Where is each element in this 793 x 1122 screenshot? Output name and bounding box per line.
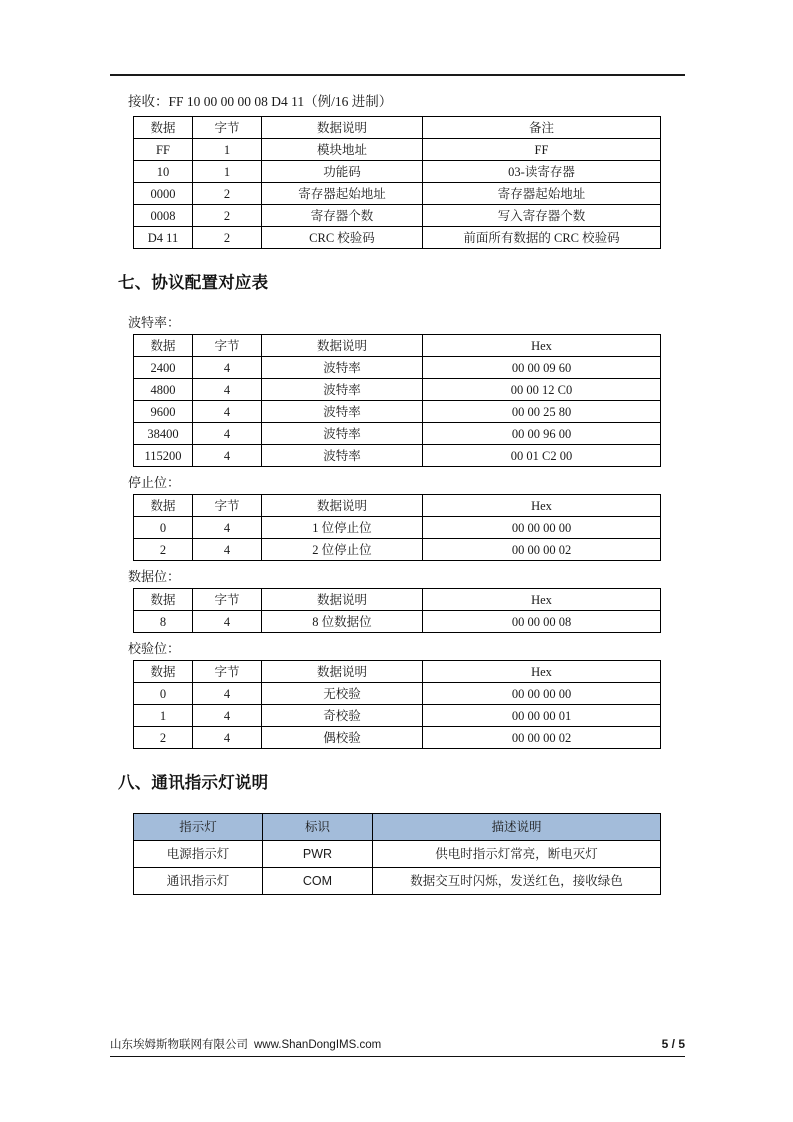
cell-remark: 前面所有数据的 CRC 校验码 bbox=[423, 227, 661, 249]
cell-hex: 00 00 00 02 bbox=[423, 539, 661, 561]
table-row bbox=[134, 683, 661, 705]
cell-data: 0 bbox=[134, 517, 193, 539]
column-header-data: 数据 bbox=[134, 495, 193, 517]
cell-remark: 寄存器起始地址 bbox=[423, 183, 661, 205]
cell-hex: 00 00 00 02 bbox=[423, 727, 661, 749]
table-row bbox=[134, 445, 661, 467]
table-row bbox=[134, 357, 661, 379]
cell-data: 2 bbox=[134, 539, 193, 561]
cell-hex: 00 00 12 C0 bbox=[423, 379, 661, 401]
cell-bytes: 1 bbox=[193, 161, 262, 183]
column-header-hex: Hex bbox=[423, 589, 661, 611]
column-header-description: 描述说明 bbox=[373, 814, 661, 841]
cell-remark: 写入寄存器个数 bbox=[423, 205, 661, 227]
cell-description: 8 位数据位 bbox=[262, 611, 423, 633]
cell-data: 9600 bbox=[134, 401, 193, 423]
cell-description: 寄存器起始地址 bbox=[262, 183, 423, 205]
cell-description: 偶校验 bbox=[262, 727, 423, 749]
cell-description: 波特率 bbox=[262, 379, 423, 401]
cell-bytes: 4 bbox=[193, 379, 262, 401]
baud-rate-table bbox=[133, 334, 661, 467]
cell-data: 0000 bbox=[134, 183, 193, 205]
column-header-mark: 标识 bbox=[263, 814, 373, 841]
cell-hex: 00 00 00 08 bbox=[423, 611, 661, 633]
cell-bytes: 1 bbox=[193, 139, 262, 161]
cell-bytes: 4 bbox=[193, 705, 262, 727]
cell-data: 0008 bbox=[134, 205, 193, 227]
table-row bbox=[134, 161, 661, 183]
cell-bytes: 4 bbox=[193, 401, 262, 423]
column-header-data: 数据 bbox=[134, 117, 193, 139]
table-header-row bbox=[134, 117, 661, 139]
cell-data: D4 11 bbox=[134, 227, 193, 249]
cell-data: 2 bbox=[134, 727, 193, 749]
column-header-description: 数据说明 bbox=[262, 495, 423, 517]
cell-data: 10 bbox=[134, 161, 193, 183]
parity-bits-label: 校验位： bbox=[128, 641, 181, 656]
footer-company-block bbox=[110, 1036, 381, 1052]
column-header-hex: Hex bbox=[423, 661, 661, 683]
table-row bbox=[134, 841, 661, 868]
cell-description: 波特率 bbox=[262, 401, 423, 423]
column-header-bytes: 字节 bbox=[193, 335, 262, 357]
page-number: 5 / 5 bbox=[661, 1037, 685, 1051]
table-row bbox=[134, 139, 661, 161]
cell-hex: 00 00 09 60 bbox=[423, 357, 661, 379]
table-row bbox=[134, 379, 661, 401]
cell-indicator: 通讯指示灯 bbox=[134, 868, 263, 895]
cell-bytes: 4 bbox=[193, 357, 262, 379]
cell-data: 0 bbox=[134, 683, 193, 705]
parity-bits-table bbox=[133, 660, 661, 749]
cell-bytes: 4 bbox=[193, 727, 262, 749]
cell-data: 8 bbox=[134, 611, 193, 633]
cell-description: 寄存器个数 bbox=[262, 205, 423, 227]
cell-description: CRC 校验码 bbox=[262, 227, 423, 249]
stop-bits-label: 停止位： bbox=[128, 475, 181, 490]
data-bits-label: 数据位： bbox=[128, 569, 181, 584]
cell-data: 4800 bbox=[134, 379, 193, 401]
footer-website: www.ShanDongIMS.com bbox=[254, 1039, 382, 1051]
column-header-data: 数据 bbox=[134, 335, 193, 357]
footer-company-name: 山东埃姆斯物联网有限公司 bbox=[110, 1039, 248, 1051]
cell-bytes: 2 bbox=[193, 183, 262, 205]
table-header-row bbox=[134, 495, 661, 517]
cell-hex: 00 00 00 01 bbox=[423, 705, 661, 727]
cell-mark: PWR bbox=[263, 841, 373, 868]
cell-description: 功能码 bbox=[262, 161, 423, 183]
table-header-row bbox=[134, 814, 661, 841]
table-row bbox=[134, 727, 661, 749]
footer-row bbox=[110, 1036, 685, 1057]
table-row bbox=[134, 611, 661, 633]
column-header-bytes: 字节 bbox=[193, 661, 262, 683]
table-row bbox=[134, 183, 661, 205]
table-row bbox=[134, 705, 661, 727]
cell-hex: 00 00 00 00 bbox=[423, 683, 661, 705]
column-header-description: 数据说明 bbox=[262, 661, 423, 683]
column-header-remark: 备注 bbox=[423, 117, 661, 139]
column-header-description: 数据说明 bbox=[262, 117, 423, 139]
section-heading-seven: 七、协议配置对应表 bbox=[118, 274, 269, 292]
data-bits-table bbox=[133, 588, 661, 633]
column-header-indicator: 指示灯 bbox=[134, 814, 263, 841]
cell-description: 模块地址 bbox=[262, 139, 423, 161]
receive-frame-table bbox=[133, 116, 661, 249]
cell-bytes: 4 bbox=[193, 539, 262, 561]
column-header-description: 数据说明 bbox=[262, 589, 423, 611]
table-row bbox=[134, 517, 661, 539]
column-header-bytes: 字节 bbox=[193, 495, 262, 517]
column-header-data: 数据 bbox=[134, 661, 193, 683]
cell-description: 2 位停止位 bbox=[262, 539, 423, 561]
cell-data: 38400 bbox=[134, 423, 193, 445]
column-header-bytes: 字节 bbox=[193, 589, 262, 611]
page-footer bbox=[110, 1036, 685, 1064]
cell-description: 奇校验 bbox=[262, 705, 423, 727]
table-row bbox=[134, 227, 661, 249]
table-row bbox=[134, 401, 661, 423]
column-header-bytes: 字节 bbox=[193, 117, 262, 139]
cell-hex: 00 00 00 00 bbox=[423, 517, 661, 539]
table-header-row bbox=[134, 335, 661, 357]
cell-bytes: 2 bbox=[193, 227, 262, 249]
cell-hex: 00 01 C2 00 bbox=[423, 445, 661, 467]
cell-bytes: 4 bbox=[193, 517, 262, 539]
cell-bytes: 4 bbox=[193, 423, 262, 445]
cell-bytes: 4 bbox=[193, 445, 262, 467]
cell-data: 1 bbox=[134, 705, 193, 727]
cell-data: FF bbox=[134, 139, 193, 161]
cell-data: 2400 bbox=[134, 357, 193, 379]
cell-hex: 00 00 25 80 bbox=[423, 401, 661, 423]
baud-rate-label: 波特率： bbox=[128, 315, 181, 330]
cell-description: 供电时指示灯常亮，断电灭灯 bbox=[373, 841, 661, 868]
cell-bytes: 2 bbox=[193, 205, 262, 227]
column-header-hex: Hex bbox=[423, 335, 661, 357]
receive-frame-line: 接收：FF 10 00 00 00 08 D4 11（例/16 进制） bbox=[128, 94, 393, 109]
cell-description: 无校验 bbox=[262, 683, 423, 705]
section-heading-eight: 八、通讯指示灯说明 bbox=[118, 774, 269, 792]
cell-data: 115200 bbox=[134, 445, 193, 467]
table-row bbox=[134, 205, 661, 227]
cell-bytes: 4 bbox=[193, 683, 262, 705]
cell-description: 1 位停止位 bbox=[262, 517, 423, 539]
cell-remark: 03-读寄存器 bbox=[423, 161, 661, 183]
table-row bbox=[134, 423, 661, 445]
cell-remark: FF bbox=[423, 139, 661, 161]
cell-indicator: 电源指示灯 bbox=[134, 841, 263, 868]
cell-hex: 00 00 96 00 bbox=[423, 423, 661, 445]
cell-description: 数据交互时闪烁，发送红色，接收绿色 bbox=[373, 868, 661, 895]
cell-description: 波特率 bbox=[262, 445, 423, 467]
column-header-data: 数据 bbox=[134, 589, 193, 611]
stop-bits-table bbox=[133, 494, 661, 561]
cell-mark: COM bbox=[263, 868, 373, 895]
table-row bbox=[134, 868, 661, 895]
table-header-row bbox=[134, 661, 661, 683]
indicator-light-table bbox=[133, 813, 661, 895]
table-row bbox=[134, 539, 661, 561]
table-header-row bbox=[134, 589, 661, 611]
column-header-description: 数据说明 bbox=[262, 335, 423, 357]
header-divider bbox=[110, 74, 685, 76]
page-content bbox=[110, 92, 685, 895]
cell-description: 波特率 bbox=[262, 423, 423, 445]
cell-description: 波特率 bbox=[262, 357, 423, 379]
column-header-hex: Hex bbox=[423, 495, 661, 517]
cell-bytes: 4 bbox=[193, 611, 262, 633]
